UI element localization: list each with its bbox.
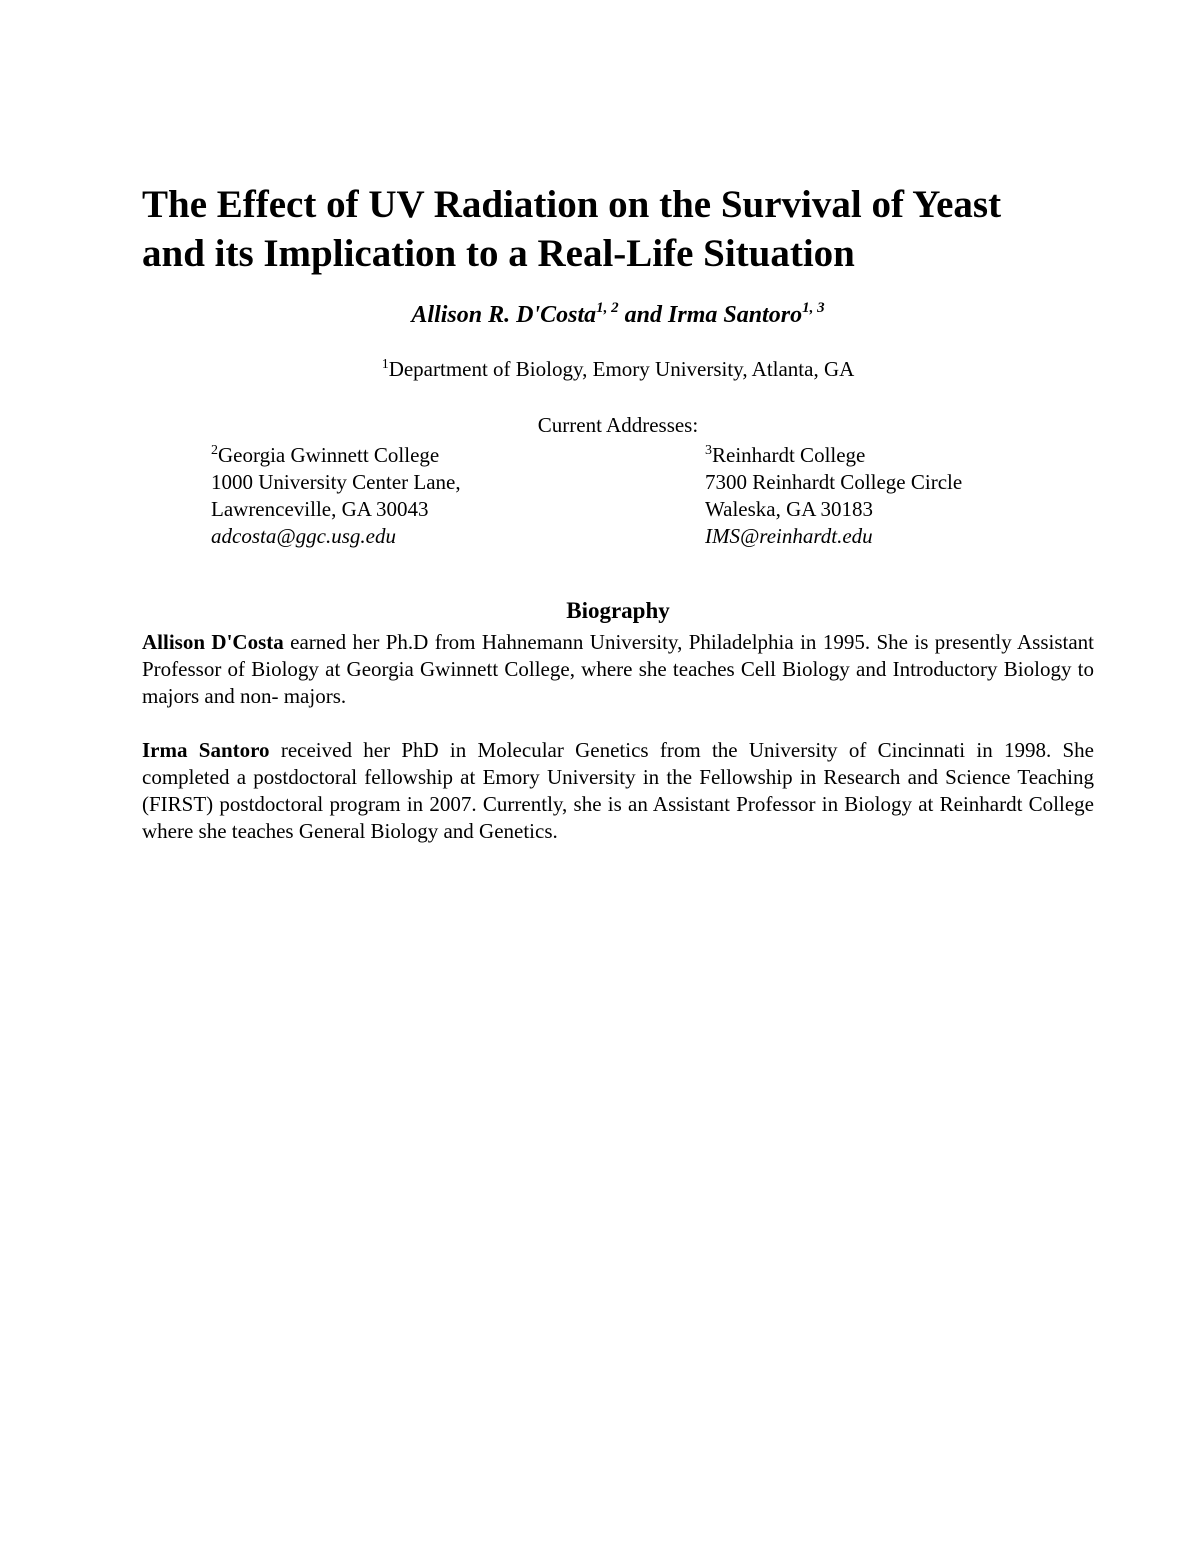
biography-heading: Biography	[566, 598, 670, 623]
address-right-institution: Reinhardt College	[712, 443, 866, 467]
paper-title	[142, 180, 1102, 278]
author-2-affiliation: 1, 3	[802, 300, 825, 316]
author-1-name: Allison R. D'Costa	[411, 302, 597, 328]
address-block-right	[705, 437, 962, 550]
address-left-city: Lawrenceville, GA 30043	[211, 497, 429, 521]
address-block-left	[211, 437, 461, 550]
author-connector: and	[618, 302, 669, 328]
current-addresses-label: Current Addresses:	[537, 413, 699, 437]
address-right-email[interactable]: IMS@reinhardt.edu	[705, 524, 873, 548]
department-sup: 1	[381, 357, 389, 372]
biography-paragraph-2	[142, 737, 1094, 845]
title-line-1: The Effect of UV Radiation on the Survival of Yeast	[142, 183, 1002, 226]
address-right-institution-line	[705, 437, 962, 469]
address-left-street: 1000 University Center Lane,	[211, 470, 461, 494]
title-line-2: and its Implication to a Real-Life Situation	[142, 232, 855, 275]
address-right-sup: 3	[705, 443, 712, 458]
address-left-email[interactable]: adcosta@ggc.usg.edu	[211, 524, 396, 548]
biography-2-text: received her PhD in Molecular Genetics from the University of Cincinnati in 1998. She completed a postdoctoral fellowship at Emory University in the Fellowship in Research and Science Teaching (FIRST) postdoctoral program in 2007. Currently, she is an Assistant Professor in Biology at Reinhardt College where she teaches General Biology and Genetics.	[142, 738, 1094, 843]
biography-1-name: Allison D'Costa	[142, 630, 284, 654]
author-1-affiliation: 1, 2	[596, 300, 619, 316]
address-left-institution-line	[211, 437, 461, 469]
author-2-name: Irma Santoro	[668, 302, 803, 328]
department-text: Department of Biology, Emory University, Atlanta, GA	[388, 357, 855, 381]
biography-paragraph-1	[142, 629, 1094, 710]
address-right-city: Waleska, GA 30183	[705, 497, 874, 521]
biography-2-name: Irma Santoro	[142, 738, 270, 762]
department-affiliation	[142, 357, 1094, 382]
address-right-street: 7300 Reinhardt College Circle	[705, 470, 963, 494]
address-left-institution: Georgia Gwinnett College	[218, 443, 440, 467]
address-left-sup: 2	[211, 443, 218, 458]
author-list	[142, 300, 1094, 329]
biography-1-text: earned her Ph.D from Hahnemann University, Philadelphia in 1995. She is presently Assistant Professor of Biology at Georgia Gwinnett College, where she teaches Cell Biology and Introductory Biology to majors and non- majors.	[142, 630, 1094, 708]
